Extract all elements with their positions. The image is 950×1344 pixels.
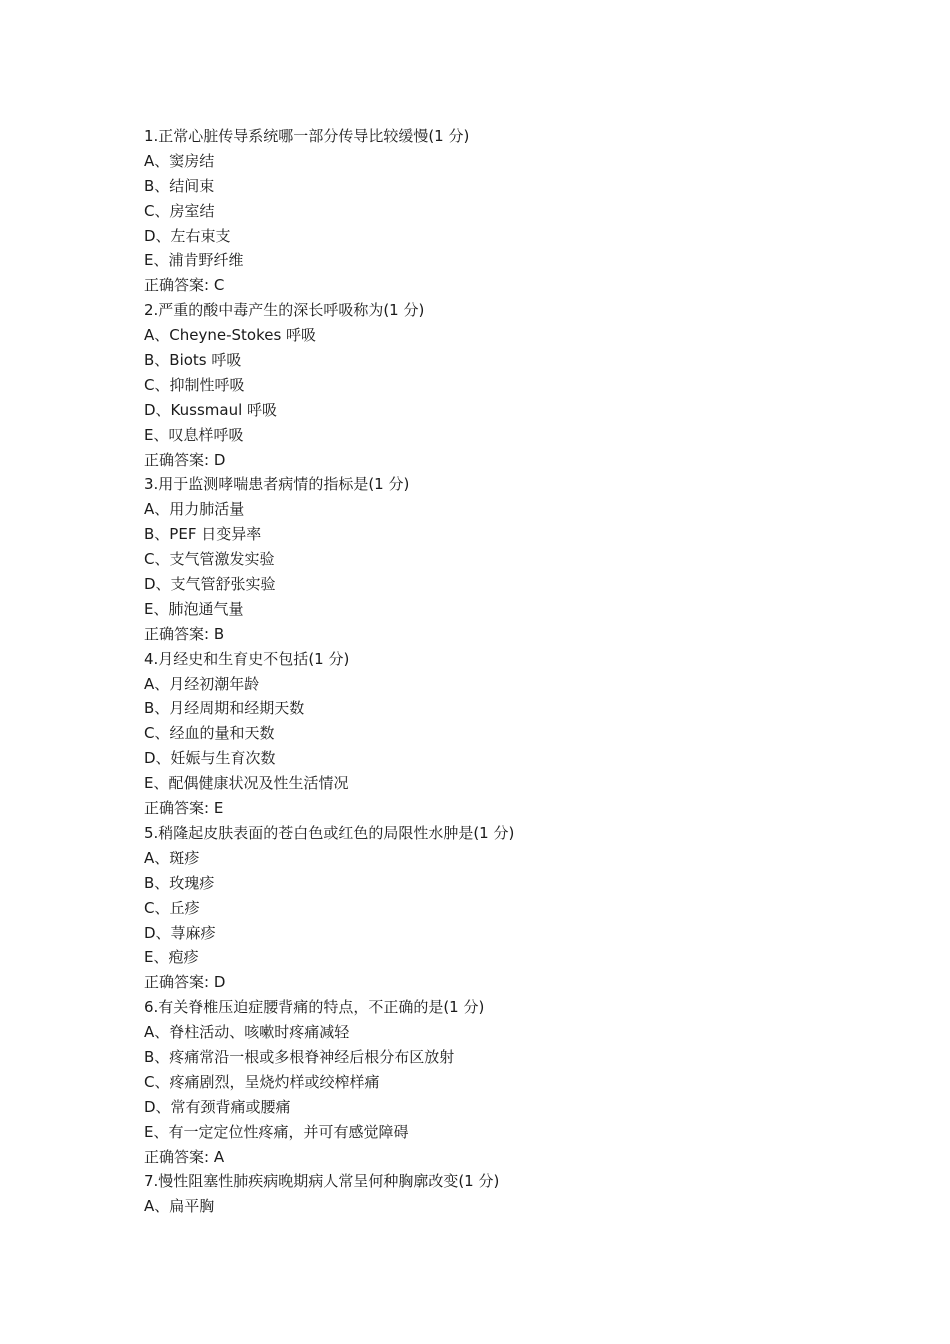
question-stem: 3.用于监测哮喘患者病情的指标是(1 分) xyxy=(144,475,410,494)
option-b: B、PEF 日变异率 xyxy=(144,525,262,544)
question-3 xyxy=(144,472,904,646)
correct-answer: 正确答案: D xyxy=(144,450,226,469)
option-b: B、疼痛常沿一根或多根脊神经后根分布区放射 xyxy=(144,1047,455,1066)
option-c: C、经血的量和天数 xyxy=(144,724,275,743)
option-e: E、叹息样呼吸 xyxy=(144,425,244,444)
question-1 xyxy=(144,124,904,298)
option-e: E、肺泡通气量 xyxy=(144,599,244,618)
option-b: B、Biots 呼吸 xyxy=(144,351,242,370)
option-c: C、丘疹 xyxy=(144,898,200,917)
question-stem: 5.稍隆起皮肤表面的苍白色或红色的局限性水肿是(1 分) xyxy=(144,823,515,842)
option-a: A、Cheyne-Stokes 呼吸 xyxy=(144,326,317,345)
option-c: C、支气管激发实验 xyxy=(144,550,275,569)
option-e: E、有一定定位性疼痛，并可有感觉障碍 xyxy=(144,1122,409,1141)
question-5 xyxy=(144,821,904,995)
question-stem: 6.有关脊椎压迫症腰背痛的特点，不正确的是(1 分) xyxy=(144,998,485,1017)
option-e: E、疱疹 xyxy=(144,948,199,967)
option-d: D、常有颈背痛或腰痛 xyxy=(144,1097,291,1116)
correct-answer: 正确答案: B xyxy=(144,624,225,643)
option-d: D、左右束支 xyxy=(144,226,231,245)
option-b: B、玫瑰疹 xyxy=(144,873,215,892)
option-b: B、月经周期和经期天数 xyxy=(144,699,305,718)
option-e: E、浦肯野纤维 xyxy=(144,251,244,270)
question-stem: 7.慢性阻塞性肺疾病晚期病人常呈何种胸廓改变(1 分) xyxy=(144,1172,500,1191)
correct-answer: 正确答案: A xyxy=(144,1147,225,1166)
question-7 xyxy=(144,1169,904,1219)
option-d: D、Kussmaul 呼吸 xyxy=(144,400,278,419)
question-stem: 1.正常心脏传导系统哪一部分传导比较缓慢(1 分) xyxy=(144,127,470,145)
option-c: C、疼痛剧烈，呈烧灼样或绞榨样痛 xyxy=(144,1072,380,1091)
option-a: A、月经初潮年龄 xyxy=(144,674,260,693)
question-stem: 4.月经史和生育史不包括(1 分) xyxy=(144,649,350,668)
option-a: A、窦房结 xyxy=(144,151,215,170)
option-e: E、配偶健康状况及性生活情况 xyxy=(144,774,349,793)
option-d: D、妊娠与生育次数 xyxy=(144,749,276,768)
question-4 xyxy=(144,647,904,821)
document-page xyxy=(144,124,904,1219)
option-a: A、用力肺活量 xyxy=(144,500,245,519)
option-b: B、结间束 xyxy=(144,176,215,195)
option-a: A、脊柱活动、咳嗽时疼痛减轻 xyxy=(144,1023,350,1042)
question-6 xyxy=(144,995,904,1169)
option-a: A、扁平胸 xyxy=(144,1197,215,1216)
question-2 xyxy=(144,298,904,472)
correct-answer: 正确答案: D xyxy=(144,973,226,992)
option-a: A、斑疹 xyxy=(144,848,200,867)
option-d: D、支气管舒张实验 xyxy=(144,575,276,594)
correct-answer: 正确答案: C xyxy=(144,276,225,295)
question-stem: 2.严重的酸中毒产生的深长呼吸称为(1 分) xyxy=(144,301,425,320)
option-c: C、抑制性呼吸 xyxy=(144,375,245,394)
option-d: D、荨麻疹 xyxy=(144,923,216,942)
correct-answer: 正确答案: E xyxy=(144,799,224,818)
option-c: C、房室结 xyxy=(144,201,215,220)
